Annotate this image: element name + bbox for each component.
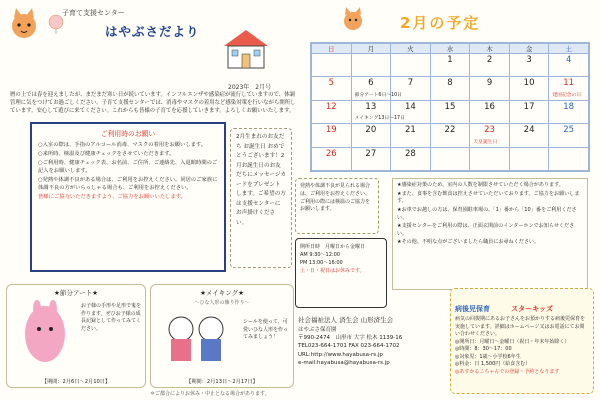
calendar-day-number: 18 — [563, 101, 575, 112]
org-url[interactable]: URL:http://www.hayabusa-rs.jp — [298, 351, 383, 358]
calendar-day-cell — [430, 100, 470, 123]
calendar-day-cell — [391, 77, 431, 100]
calendar-event: 節分アート6日～10日 — [354, 92, 402, 98]
footnote: ＊ご都合によりお休み・中止となる場合があります。 — [150, 391, 270, 397]
weekday-header: 火 — [391, 44, 431, 54]
calendar-day-cell — [509, 54, 549, 77]
calendar-event: 天皇誕生日 — [473, 139, 498, 145]
kids-note: ◎あすかるこちゃんでの登録・予約となります — [455, 368, 560, 375]
calendar-day-cell — [312, 77, 352, 100]
issue-date: 2023年 2月号 — [228, 84, 272, 91]
calendar-day-cell — [351, 124, 391, 147]
opening-hours-box — [295, 238, 387, 308]
center-name: 子育て支援センター — [62, 9, 125, 17]
usage-notice-box — [30, 122, 226, 272]
cat-icon — [340, 6, 366, 36]
calendar-week-row — [312, 77, 589, 100]
info-item: ★また、食事を含む飲食は控えさせていただいております。ご協力をお願いします。 — [397, 190, 580, 205]
sick-child-care-box — [450, 288, 594, 394]
cat-illustration — [6, 6, 42, 46]
calendar-day-number: 4 — [565, 55, 572, 65]
art1-period: 【期間：2月6日～2月10日】 — [41, 379, 111, 385]
calendar-week-row — [312, 147, 589, 170]
calendar-day-cell — [430, 124, 470, 147]
kids-hours: ◎開所日：月曜日～金曜日（祝日・年末年始除く） — [455, 338, 570, 345]
calendar-day-number: 17 — [523, 101, 535, 112]
calendar-day-number: 27 — [365, 148, 377, 159]
calendar-day-number: 16 — [484, 101, 495, 112]
calendar-day-number: 28 — [404, 148, 416, 159]
calendar-day-cell — [549, 77, 589, 100]
art1-description: お子様の手形や足形で鬼を作ります。ぜひお子様の成長記録として作ってみてください。 — [81, 303, 142, 332]
notice-item: ○来所時、検温及び健康チェックをさせていただきます。 — [38, 150, 175, 157]
calendar-day-cell — [391, 147, 431, 170]
hours-label: 開所日時 — [300, 244, 321, 250]
calendar-day-cell — [430, 77, 470, 100]
calendar-week-row — [312, 54, 589, 77]
calendar-day-cell — [509, 147, 549, 170]
calendar-day-cell — [509, 100, 549, 123]
calendar-day-cell — [549, 124, 589, 147]
organization-info — [298, 316, 448, 367]
info-box — [392, 178, 588, 290]
calendar-day-number: 7 — [407, 78, 414, 89]
calendar-day-number: 1 — [447, 55, 453, 65]
art2-title: ★メイキング★ — [200, 289, 244, 297]
info-item: ★その他、不明な点がございましたら職員にお尋ねください。 — [397, 239, 540, 246]
calendar-body — [312, 54, 589, 171]
calendar-day-number: 25 — [563, 125, 575, 136]
calendar-day-number: 5 — [328, 78, 334, 89]
org-email[interactable]: e-mail:hayabusa@hayabusa-rs.jp — [298, 359, 390, 366]
calendar-day-cell — [351, 147, 391, 170]
org-address: 〒990-2474 山形市 大字 松木 1139-16 — [298, 335, 403, 341]
oni-handprint-illustration — [15, 299, 75, 373]
calendar-day-cell — [470, 147, 510, 170]
notice-title: ご利用時のお願い — [100, 130, 156, 138]
intro-text: 暦の上では春を迎えましたが、まだまだ寒い日が続いています。インフルエンザや感染症が流行していますので、体調管理に気をつけてお過ごしください。子育て支援センターでは、消毒やマスクの着用など感染対策を行いながら開所しています。安心して遊びに来てください。これからも皆様の子育てを応援していきます。よろしくお願いいたします。 — [10, 92, 296, 114]
calendar-day-cell — [470, 77, 510, 100]
calendar-day-number: 15 — [444, 101, 456, 112]
kids-fee: ◎料金：日 1,500円（給食含む） — [455, 361, 531, 367]
notice-item: ○発熱や体調不良がある場合は、ご利用をお控えください。同居のご家族に体調不良の方がいらっしゃる場合も、ご利用をお控えください。 — [38, 176, 218, 191]
calendar-day-number: 11 — [563, 78, 575, 89]
calendar-day-cell — [391, 124, 431, 147]
art2-period: 【期間：2月13日～2月17日】 — [186, 379, 258, 385]
calendar-week-row — [312, 124, 589, 147]
calendar-day-cell — [312, 54, 352, 77]
kids-body: 病気の回復期にあるお子さんをお預かりする病後児保育を実施しています。詳細はホームページ又はお電話にてお問い合わせください。 — [455, 316, 586, 337]
notice-item: ○入室の際は、手指のアルコール消毒、マスクの着用をお願いします。 — [38, 142, 207, 148]
hours-note: 土・日・祝日はお休みです。 — [300, 268, 365, 274]
calendar-day-number: 19 — [325, 125, 337, 136]
birthday-message: 2月生まれのお友だち お誕生日 おめでとうございます！2月お誕生日のお友だちにメッセージカードをプレゼントします。ご希望の方は支援センターにお声掛けください。 — [230, 128, 292, 268]
notice-list — [38, 142, 218, 202]
calendar-week-row — [312, 100, 589, 123]
calendar-day-cell — [391, 54, 431, 77]
calendar-day-number: 12 — [325, 101, 337, 112]
kids-time: ◎時間：8：30～17：00 — [455, 346, 512, 352]
info-item: ★支援センターをご利用の際は、正面玄関前のインターホンでお知らせください。 — [397, 223, 575, 237]
weekday-header: 月 — [351, 44, 391, 54]
calendar-day-cell — [509, 124, 549, 147]
calendar-day-cell — [312, 100, 352, 123]
org-sub: はやぶさ保育園 — [298, 326, 337, 333]
org-name: 社会福祉法人 済生会 山形済生会 — [298, 316, 394, 324]
calendar-day-number: 20 — [365, 125, 377, 136]
calendar-day-number: 21 — [404, 125, 416, 136]
calendar-event: 建国記念の日 — [552, 92, 582, 98]
calendar-day-cell — [351, 77, 402, 100]
hina-doll-illustration — [161, 309, 231, 371]
art2-subtitle: ～ひな人形の飾り作り～ — [194, 300, 250, 306]
calendar-day-number: 14 — [404, 101, 416, 112]
art1-title: ★節分アート★ — [54, 289, 98, 297]
house-illustration — [218, 28, 274, 74]
hours-days: 月曜日から金曜日 — [325, 244, 366, 250]
calendar-day-cell — [549, 147, 589, 170]
org-tel: TEL023-664-1701 FAX 023-664-1702 — [298, 343, 400, 350]
calendar-day-cell — [470, 54, 510, 77]
art2-description: シールを使って、可愛いひな人形を作ってみましょう！ — [243, 319, 289, 340]
calendar — [310, 42, 590, 172]
calendar-day-cell — [549, 100, 589, 123]
calendar-day-number: 26 — [325, 148, 337, 159]
calendar-day-cell — [549, 54, 589, 77]
calendar-day-cell — [351, 100, 405, 123]
hours-pm: PM 13:00～16:00 — [300, 260, 343, 266]
weekday-header: 土 — [549, 44, 589, 54]
newsletter-title: はやぶさだより — [105, 24, 200, 39]
notice-item: ○ご利用時、健康チェック表、お名前、ご住所、ご連絡先、入退館時間のご記入をお願いします。 — [38, 159, 218, 174]
health-note: 発熱や体調不良が見られる場合は、ご利用をお控えください。ご利用の際には検温のご協力をお願いします。 — [295, 178, 379, 234]
kids-label: 病後児保育 — [455, 305, 490, 313]
hours-am: AM 9:30～12:00 — [300, 252, 340, 258]
calendar-day-number: 22 — [444, 125, 456, 136]
calendar-day-number: 10 — [523, 78, 535, 89]
weekday-header: 金 — [509, 44, 549, 54]
kids-name: スターキッズ — [511, 305, 553, 313]
calendar-day-number: 2 — [486, 55, 493, 65]
weekday-header: 木 — [470, 44, 510, 54]
calendar-day-number: 3 — [526, 55, 532, 65]
calendar-weekday-row — [312, 44, 589, 54]
info-item: ★感染症対策のため、室内の人数を制限させていただく場合があります。 — [397, 182, 564, 188]
weekday-header: 水 — [430, 44, 470, 54]
notice-item: 皆様にご協力いただきますよう、ご協力をお願いいたします。 — [38, 193, 186, 200]
calendar-day-number: 23 — [484, 125, 495, 136]
calendar-day-cell — [470, 100, 510, 123]
calendar-day-number: 9 — [486, 78, 493, 89]
calendar-day-number: 13 — [365, 101, 377, 112]
weekday-header: 日 — [312, 44, 352, 54]
calendar-day-cell — [430, 147, 470, 170]
calendar-day-cell — [509, 77, 549, 100]
calendar-day-cell — [470, 124, 510, 147]
calendar-day-cell — [391, 100, 431, 123]
calendar-day-cell — [430, 54, 470, 77]
kids-target: ◎対象児：1歳～小学校6年生 — [455, 353, 521, 360]
calendar-event: メイキング13日～17日 — [354, 116, 405, 122]
calendar-day-number: 6 — [368, 78, 374, 89]
info-list — [397, 182, 583, 247]
calendar-day-number: 8 — [447, 78, 453, 89]
calendar-day-cell — [312, 147, 352, 170]
calendar-day-cell — [312, 124, 352, 147]
making-box — [150, 284, 294, 388]
info-item: ★お車でお越しの方は、保育園駐車場の、「1」番から「10」番をご利用ください。 — [397, 206, 577, 221]
schedule-title: 2月の予定 — [400, 14, 481, 32]
calendar-day-number: 24 — [523, 125, 535, 136]
calendar-day-cell — [351, 54, 391, 77]
setsubun-art-box — [6, 284, 146, 388]
